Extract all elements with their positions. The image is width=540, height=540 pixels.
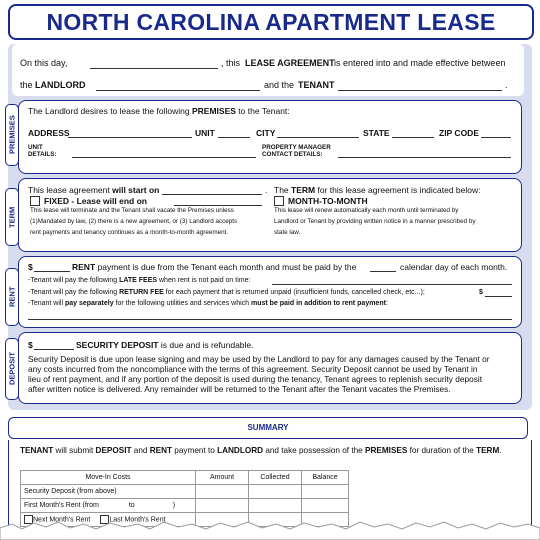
- start-date-field[interactable]: [162, 194, 262, 195]
- unit-field[interactable]: [218, 137, 250, 138]
- term-heading-text: The TERM for this lease agreement is indicated below:: [274, 185, 481, 195]
- city-field[interactable]: [277, 137, 359, 138]
- city-label: CITY: [256, 128, 276, 138]
- date-field[interactable]: [90, 68, 218, 69]
- tenant-name-field[interactable]: [338, 90, 502, 91]
- agreement-post: is entered into and made effective between: [334, 58, 506, 68]
- deposit-para-1: Security Deposit is due upon lease signing and may be used by the Landlord to pay for any damages caused by the Tenant or: [28, 354, 490, 364]
- utilities-text: -Tenant will pay separately for the following utilities and services which must be paid in addition to rent payment:: [28, 300, 388, 307]
- lease-agreement-label: LEASE AGREEMENT: [245, 58, 335, 68]
- deposit-tab: DEPOSIT: [5, 338, 19, 400]
- address-label: ADDRESS: [28, 128, 70, 138]
- col-header-balance: Balance: [302, 471, 349, 485]
- late-fee-text: -Tenant will pay the following LATE FEES when rent is not paid on time:: [28, 277, 251, 284]
- start-period: .: [265, 185, 268, 195]
- and-the-label: and the: [264, 80, 295, 90]
- landlord-name-field[interactable]: [96, 90, 260, 91]
- amount-cell[interactable]: [196, 485, 249, 499]
- utilities-field[interactable]: [28, 319, 512, 320]
- deposit-dollar: $: [28, 340, 33, 350]
- rent-amount-field[interactable]: [34, 271, 70, 272]
- zip-field[interactable]: [481, 137, 511, 138]
- zip-label: ZIP CODE: [439, 128, 479, 138]
- return-fee-text: -Tenant will pay the following RETURN FEE for each payment that is returned unpaid (insufficient funds, cancelled check, etc...);: [28, 289, 425, 296]
- month-desc-1: This lease will renew automatically each month until terminated by: [274, 207, 459, 214]
- fixed-desc-1: This lease will terminate and the Tenant shall vacate the Premises unless: [30, 207, 234, 214]
- premises-tab: PREMISES: [5, 104, 19, 166]
- end-date-field[interactable]: [174, 205, 262, 206]
- month-to-month-label: MONTH-TO-MONTH: [288, 196, 368, 206]
- table-header-row: [21, 471, 349, 485]
- premises-desire-text: The Landlord desires to lease the following PREMISES to the Tenant:: [28, 106, 290, 116]
- return-fee-dollar: $: [479, 289, 483, 296]
- collected-cell[interactable]: [249, 485, 302, 499]
- pm-contact-field[interactable]: [338, 157, 511, 158]
- summary-text: TENANT will submit DEPOSIT and RENT payment to LANDLORD and take possession of the PREMISES for duration of the TERM.: [20, 446, 502, 455]
- pm-label-2: CONTACT DETAILS:: [262, 151, 323, 158]
- rent-end-text: calendar day of each month.: [400, 262, 508, 272]
- deposit-text: SECURITY DEPOSIT is due and is refundable.: [76, 340, 254, 350]
- summary-header: SUMMARY: [8, 417, 528, 439]
- fixed-desc-3: rent payments and tenancy continues as a month-to-month agreement.: [30, 229, 229, 236]
- state-label: STATE: [363, 128, 390, 138]
- col-header-amount: Amount: [196, 471, 249, 485]
- deposit-amount-field[interactable]: [34, 349, 74, 350]
- row-next-last-month: Next Month's Rent Last Month's Rent: [21, 513, 196, 527]
- unit-details-label-1: UNIT: [28, 144, 43, 151]
- fixed-label: FIXED - Lease will end on: [44, 196, 147, 206]
- amount-cell[interactable]: [196, 499, 249, 513]
- deposit-para-3: lieu of rent payment, and if any portion of the deposit is used during the tenancy, Tenant agrees to replenish security deposit: [28, 374, 482, 384]
- rent-due-day-field[interactable]: [370, 271, 396, 272]
- rent-tab: RENT: [5, 268, 19, 326]
- table-row: [21, 499, 349, 513]
- address-field[interactable]: [68, 137, 192, 138]
- agreement-pre: , this: [221, 58, 241, 68]
- fixed-checkbox[interactable]: [30, 196, 40, 206]
- deposit-para-4: after written notice is delivered. Any remainder will be returned to the Tenant after the Tenant vacates the Premises.: [28, 384, 451, 394]
- tenant-label: TENANT: [298, 80, 335, 90]
- month-desc-2: Landlord or Tenant by providing written notice in a manner prescribed by: [274, 218, 476, 225]
- rent-dollar: $: [28, 262, 33, 272]
- collected-cell[interactable]: [249, 499, 302, 513]
- row-first-month: First Month's Rent (from to ): [21, 499, 196, 513]
- col-header-collected: Collected: [249, 471, 302, 485]
- start-text: This lease agreement will start on: [28, 185, 160, 195]
- the-label: the: [20, 80, 33, 90]
- unit-details-field[interactable]: [72, 157, 256, 158]
- on-this-day-label: On this day,: [20, 58, 68, 68]
- torn-page-edge: [0, 514, 540, 540]
- deposit-para-2: any costs incurred from the noncompliance with the terms of this agreement. Security Deposit cannot be used by Tenant in: [28, 364, 478, 374]
- unit-details-label-2: DETAILS:: [28, 151, 57, 158]
- term-tab: TERM: [5, 188, 19, 246]
- month-desc-3: state law.: [274, 229, 301, 236]
- row-security-deposit: Security Deposit (from above): [21, 485, 196, 499]
- lease-form-body: [8, 44, 532, 410]
- pm-label-1: PROPERTY MANAGER: [262, 144, 331, 151]
- document-title: NORTH CAROLINA APARTMENT LEASE: [8, 4, 534, 40]
- state-field[interactable]: [392, 137, 434, 138]
- unit-label: UNIT: [195, 128, 215, 138]
- late-fee-field[interactable]: [272, 284, 512, 285]
- month-to-month-checkbox[interactable]: [274, 196, 284, 206]
- balance-cell[interactable]: [302, 499, 349, 513]
- return-fee-field[interactable]: [485, 296, 512, 297]
- intro-period: .: [505, 80, 508, 90]
- landlord-label: LANDLORD: [35, 80, 86, 90]
- rent-text: RENT payment is due from the Tenant each month and must be paid by the: [72, 262, 357, 272]
- col-header-move-in: Move-In Costs: [21, 471, 196, 485]
- table-row: [21, 485, 349, 499]
- fixed-desc-2: (1)Mandated by law, (2) there is a new agreement, or (3) Landlord accepts: [30, 218, 238, 225]
- balance-cell[interactable]: [302, 485, 349, 499]
